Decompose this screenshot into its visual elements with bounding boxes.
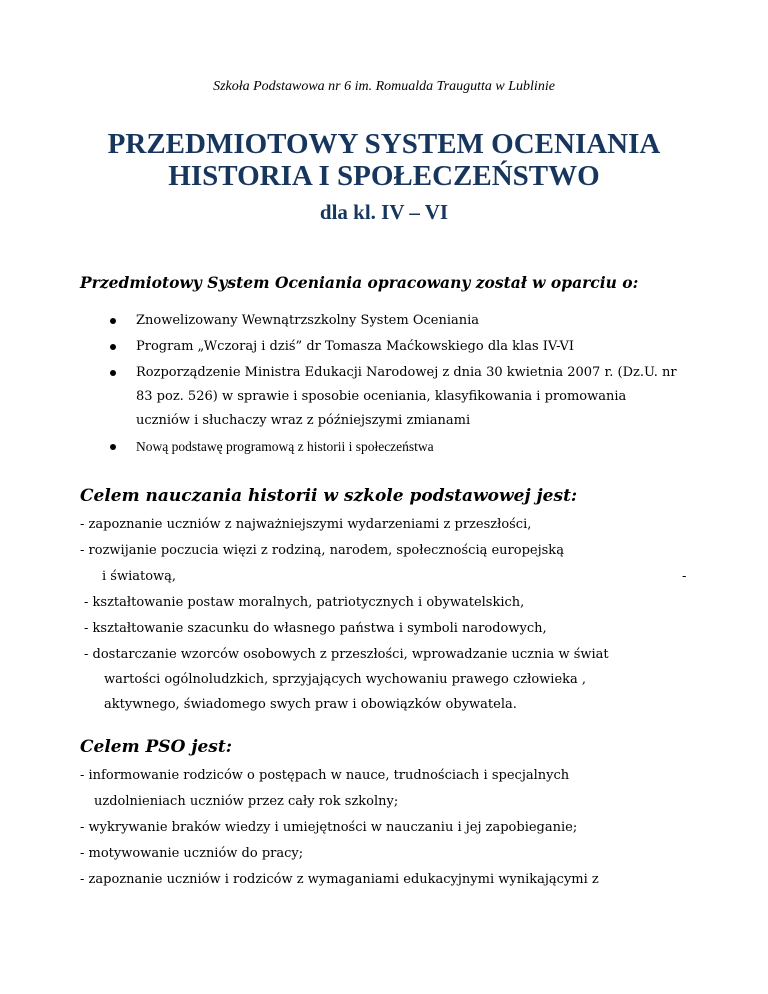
- pso-line: - motywowanie uczniów do pracy;: [80, 846, 304, 861]
- goals-line: - kształtowanie szacunku do własnego państwa i symboli narodowych,: [84, 621, 547, 636]
- list-item: Znowelizowany Wewnątrzszkolny System Oceniania: [80, 309, 700, 333]
- goals-line: - dostarczanie wzorców osobowych z przeszłości, wprowadzanie ucznia w świat: [84, 647, 609, 662]
- bullet-icon: [110, 318, 116, 324]
- list-item: Nową podstawę programową z historii i społeczeństwa: [80, 435, 700, 459]
- goals-line: i światową,: [102, 569, 177, 584]
- list-item: Program „Wczoraj i dziś” dr Tomasza Maćkowskiego dla klas IV-VI: [80, 335, 700, 359]
- bullet-icon: [110, 370, 116, 376]
- basis-list: [80, 309, 700, 461]
- document-title-line-1: PRZEDMIOTOWY SYSTEM OCENIANIA: [107, 128, 661, 160]
- goals-line: - kształtowanie postaw moralnych, patriotycznych i obywatelskich,: [84, 595, 525, 610]
- bullet-icon: [110, 444, 116, 450]
- pso-line: - informowanie rodziców o postępach w nauce, trudnościach i specjalnych: [80, 768, 570, 783]
- goals-line: wartości ogólnoludzkich, sprzyjających wychowaniu prawego człowieka ,: [104, 672, 587, 687]
- list-item-continuation: uczniów i słuchaczy wraz z późniejszymi zmianami: [136, 413, 471, 428]
- goals-line: - rozwijanie poczucia więzi z rodziną, narodem, społecznością europejską: [80, 543, 564, 558]
- document-subtitle: dla kl. IV – VI: [319, 200, 449, 224]
- pso-line: uzdolnieniach uczniów przez cały rok szkolny;: [94, 794, 399, 809]
- pso-line: - wykrywanie braków wiedzy i umiejętności w nauczaniu i jej zapobieganie;: [80, 820, 578, 835]
- document-title-line-2: HISTORIA I SPOŁECZEŃSTWO: [168, 160, 600, 192]
- goals-heading: Celem nauczania historii w szkole podstawowej jest:: [80, 486, 578, 506]
- list-item: Rozporządzenie Ministra Edukacji Narodowej z dnia 30 kwietnia 2007 r. (Dz.U. nr: [80, 361, 700, 385]
- goals-line: -: [682, 569, 687, 584]
- bullet-icon: [110, 344, 116, 350]
- pso-heading: Celem PSO jest:: [80, 737, 232, 757]
- list-item-continuation: 83 poz. 526) w sprawie i sposobie oceniania, klasyfikowania i promowania: [136, 389, 627, 404]
- school-name: Szkoła Podstawowa nr 6 im. Romualda Traugutta w Lublinie: [213, 79, 555, 94]
- basis-heading: Przedmiotowy System Oceniania opracowany został w oparciu o:: [80, 273, 639, 292]
- goals-line: aktywnego, świadomego swych praw i obowiązków obywatela.: [104, 697, 517, 712]
- pso-line: - zapoznanie uczniów i rodziców z wymaganiami edukacyjnymi wynikającymi z: [80, 872, 599, 887]
- goals-line: - zapoznanie uczniów z najważniejszymi wydarzeniami z przeszłości,: [80, 517, 532, 532]
